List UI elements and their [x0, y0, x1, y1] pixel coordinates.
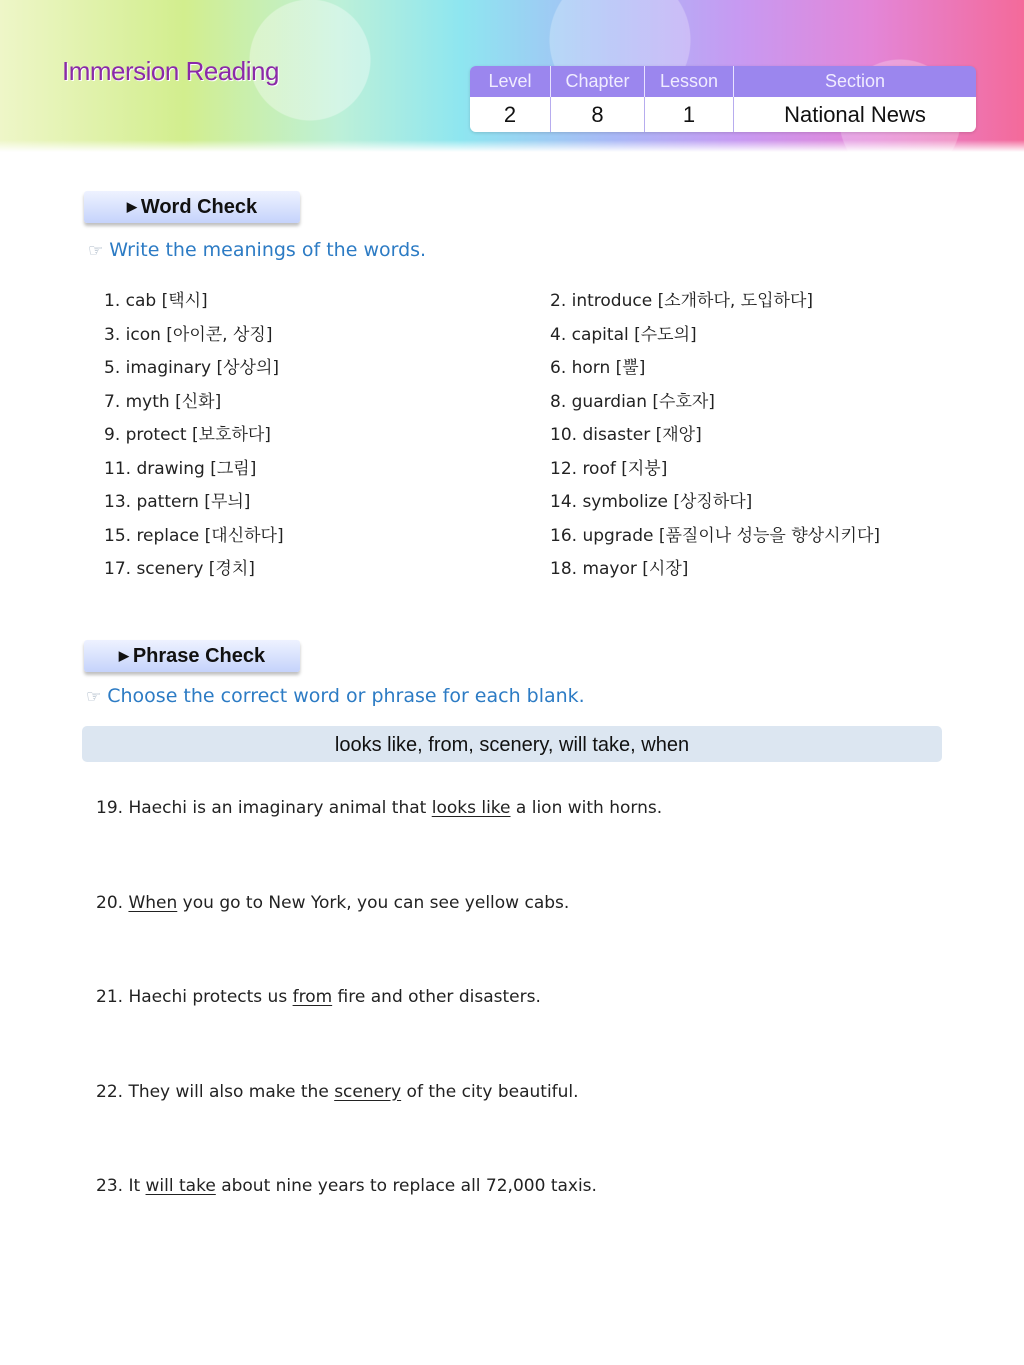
triangle-icon: ▶: [118, 648, 129, 663]
vocab-item: 5. imaginary [상상의]: [104, 358, 280, 378]
phrase-check-title: Phrase Check: [132, 645, 266, 667]
vocab-item: 12. roof [지붕]: [550, 458, 668, 479]
vocab-item: 3. icon [아이콘, 상징]: [104, 324, 273, 345]
section-value: National News: [784, 102, 926, 127]
question-after: about nine years to replace all 72,000 taxis.: [215, 1176, 597, 1196]
phrase-check-heading: [84, 640, 300, 672]
vocab-item: 1. cab [택시]: [104, 291, 208, 311]
vocab-item: 2. introduce [소개하다, 도입하다]: [550, 291, 814, 311]
question-answer: When: [128, 892, 178, 913]
phrase-check-instruction: [86, 685, 585, 707]
vocab-item: 14. symbolize [상징하다]: [550, 492, 753, 512]
question-before: 19. Haechi is an imaginary animal that: [96, 798, 432, 818]
word-check-heading: [84, 191, 300, 223]
question-before: 22. They will also make the: [96, 1081, 335, 1102]
vocab-item: 9. protect [보호하다]: [104, 425, 271, 445]
pointing-hand-icon: ☞: [88, 241, 104, 261]
logo: Immersion Reading: [62, 56, 279, 86]
chapter-value: 8: [551, 97, 645, 132]
question-before: 23. It: [96, 1176, 146, 1196]
lesson-header: Lesson: [645, 66, 734, 97]
chapter-header: Chapter: [551, 66, 645, 97]
level-value: 2: [470, 97, 551, 132]
instruction-text: Choose the correct word or phrase for each blank.: [107, 685, 585, 707]
word-check-title: Word Check: [140, 196, 258, 218]
question-answer: scenery: [334, 1081, 402, 1102]
question-item: [96, 987, 541, 1007]
vocab-item: 10. disaster [재앙]: [550, 425, 702, 445]
vocab-item: 7. myth [신화]: [104, 391, 222, 412]
vocab-item: 16. upgrade [품질이나 성능을 향상시키다]: [550, 525, 880, 546]
vocab-item: 8. guardian [수호자]: [550, 391, 715, 412]
question-after: of the city beautiful.: [401, 1081, 579, 1102]
level-header: Level: [470, 66, 551, 97]
question-answer: looks like: [431, 798, 511, 818]
question-after: fire and other disasters.: [332, 987, 541, 1007]
question-item: [96, 1176, 597, 1196]
vocab-item: 4. capital [수도의]: [550, 324, 697, 345]
word-bank: looks like, from, scenery, will take, when: [82, 726, 942, 762]
section-header: Section: [824, 71, 886, 91]
header-banner: [0, 0, 1024, 152]
vocab-item: 18. mayor [시장]: [550, 559, 689, 579]
vocab-item: 6. horn [뿔]: [550, 358, 646, 378]
question-before: 21. Haechi protects us: [96, 987, 293, 1007]
word-check-instruction: [88, 239, 426, 261]
vocab-item: 11. drawing [그림]: [104, 458, 257, 479]
question-before: 20.: [96, 892, 129, 913]
question-after: you go to New York, you can see yellow cabs.: [177, 892, 570, 913]
pointing-hand-icon: ☞: [86, 687, 102, 707]
question-item: [96, 1082, 579, 1102]
question-item: [96, 893, 569, 913]
vocab-item: 17. scenery [경치]: [104, 559, 255, 579]
question-answer: from: [292, 987, 333, 1007]
question-after: a lion with horns.: [510, 798, 663, 818]
triangle-icon: ▶: [126, 199, 137, 214]
lesson-value: 1: [645, 97, 734, 132]
instruction-text: Write the meanings of the words.: [109, 239, 427, 261]
vocab-item: 15. replace [대신하다]: [104, 525, 284, 546]
lesson-info-table: [470, 66, 976, 132]
vocab-item: 13. pattern [무늬]: [104, 492, 251, 512]
question-item: [96, 798, 662, 818]
question-answer: will take: [145, 1176, 216, 1196]
